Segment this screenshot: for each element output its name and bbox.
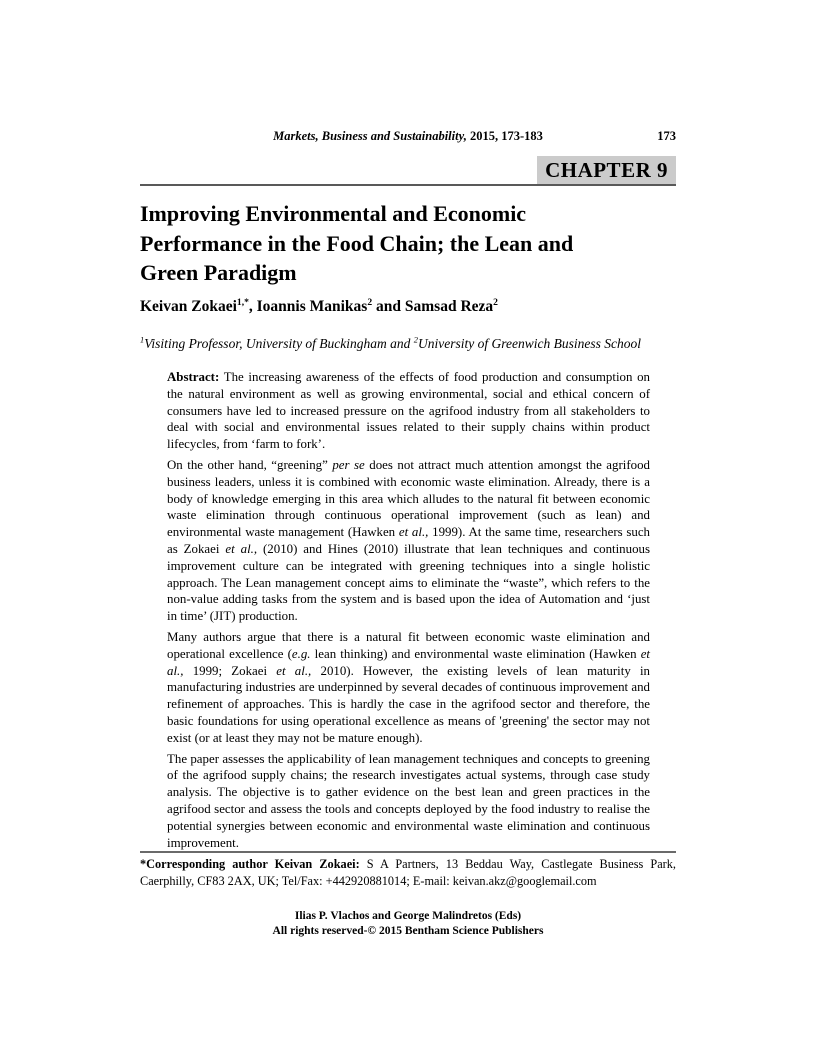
running-head-journal [140, 129, 676, 144]
text-segment: The paper assesses the applicability of lean management techniques and concepts to greening of the agrifood supply chains; the research investigates actual systems, through case study analysis. The objective is to gather evidence on the best lean and green practices in the agrifood sector and assess the tools and concepts deployed by the food industry to realise the potential synergies between economic and environmental waste elimination and continuous improvement. [167, 751, 650, 850]
article-title [140, 199, 676, 288]
text-segment: University of Greenwich Business School [417, 336, 641, 351]
text-segment: S A Partners, 13 Beddau Way, Castlegate Business Park, Caerphilly, CF83 2AX, UK; Tel/Fax: +442920881014; E-mail: keivan.akz@googlemail.com [140, 857, 676, 888]
text-segment: et al., [398, 525, 429, 540]
abstract-paragraph [167, 629, 650, 747]
abstract-paragraph [167, 751, 650, 852]
text-segment: 2010). However, the existing levels of lean maturity in manufacturing industries are underpinned by several decades of continuous improvement and refinement of approaches. This is hardly the case in the agrifood sector and therefore, the basic foundations for using operational excellence as means of 'greening' the sector may not exist (or at least they may not be mature enough). [167, 663, 651, 745]
text-segment: , Ioannis Manikas [248, 298, 368, 315]
abstract-block [167, 369, 650, 855]
text-segment: The increasing awareness of the effects of food production and consumption on the natural environment as well as growing environmental, social and ethical concern of consumers have led to increased pressure on the agrifood industry from all stakeholders to deal with social and environmental issues related to their supply chains within product lifecycles, from ‘farm to fork’. [167, 370, 650, 452]
affiliation-line [140, 336, 676, 352]
header-rule [140, 184, 676, 186]
text-segment: does not attract much attention amongst the agrifood business leaders, unless it is combined with economic waste elimination. Already, there is a body of knowledge emerging in this area which alludes to the natural fit between economic waste elimination through continuous operational improvement (such as lean) and environmental waste management (Hawken [167, 457, 650, 540]
text-segment: 2 [493, 296, 498, 308]
text-segment: Visiting Professor, University of Buckingham and [144, 336, 414, 351]
abstract-paragraph [167, 369, 650, 453]
text-segment: Abstract: [167, 370, 220, 384]
text-segment: 2 [367, 296, 373, 308]
text-segment: et al., [276, 663, 312, 678]
text-segment: lean thinking) and environmental waste elimination (Hawken [310, 646, 641, 661]
chapter-badge: CHAPTER 9 [537, 156, 676, 184]
title-line: Improving Environmental and Economic [140, 201, 527, 226]
text-segment: 2015, 173-183 [466, 129, 543, 143]
footer-editors-line: Ilias P. Vlachos and George Malindretos (Eds) [294, 910, 522, 922]
text-segment: e.g. [291, 646, 311, 661]
footnote-rule [140, 851, 676, 853]
authors-line [140, 298, 676, 316]
footer-rights-line: All rights reserved-© 2015 Bentham Science Publishers [272, 924, 544, 937]
text-segment: *Corresponding author Keivan Zokaei: [140, 857, 360, 871]
page-footer [140, 909, 676, 938]
text-segment: and Samsad Reza [372, 298, 494, 315]
corresponding-author-footnote [140, 856, 676, 889]
text-segment: Markets, Business and Sustainability, [273, 129, 467, 143]
text-segment: (2010) and Hines (2010) illustrate that lean techniques and continuous improvement culture can be integrated with greening techniques into a single holistic approach. The Lean management concept aims to eliminate the “waste”, which refers to the non-value adding tasks from the system and is based upon the idea of Automation and ‘just in time’ (JIT) production. [167, 541, 650, 624]
text-segment: Keivan Zokaei [140, 298, 237, 315]
text-segment: 1 [140, 335, 145, 345]
text-segment: 1,* [236, 296, 249, 308]
text-segment: per se [332, 457, 365, 472]
text-segment: 2 [413, 335, 418, 345]
text-segment: On the other hand, “greening” [167, 457, 333, 472]
page-number: 173 [657, 129, 676, 143]
title-line: Green Paradigm [140, 260, 297, 285]
text-segment: et al., [167, 646, 650, 678]
text-segment: 1999). At the same time, researchers such as Zokaei [167, 525, 650, 556]
text-segment: Many authors argue that there is a natural fit between economic waste elimination and operational excellence ( [167, 629, 650, 661]
text-segment: et al., [225, 541, 258, 556]
title-line: Performance in the Food Chain; the Lean and [140, 230, 574, 256]
abstract-paragraph [167, 457, 650, 625]
text-segment: 1999; Zokaei [183, 663, 277, 678]
page-content [140, 0, 676, 1056]
